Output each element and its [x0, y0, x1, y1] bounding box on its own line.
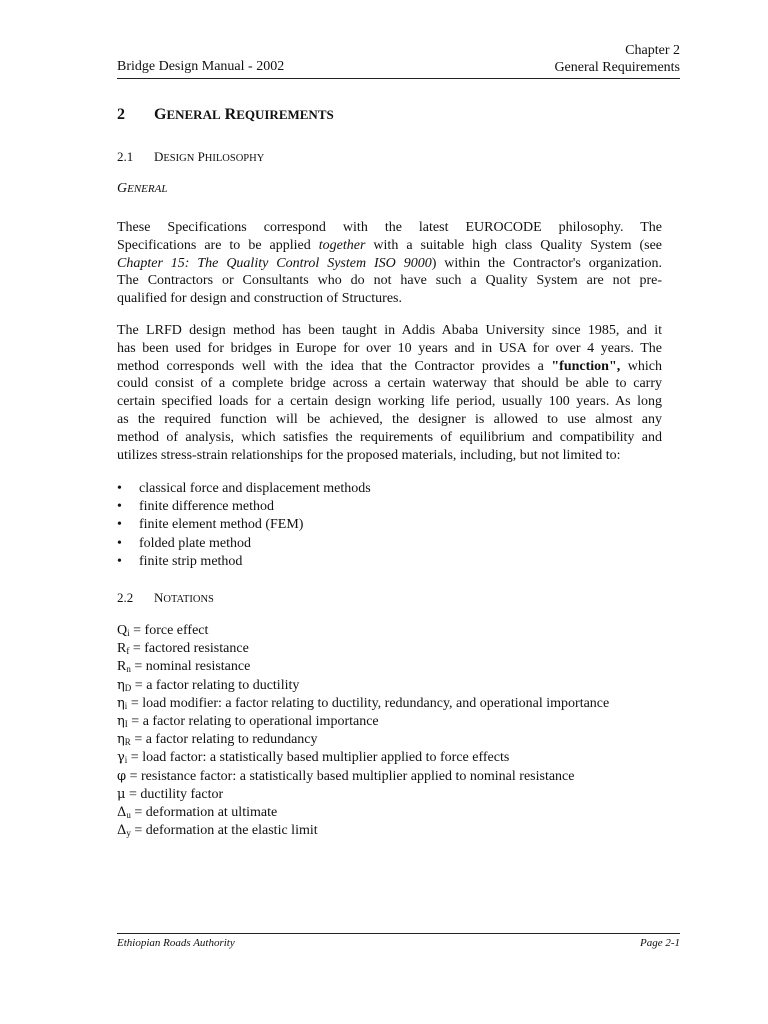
paragraph-line: qualified for design and construction of Structures. [117, 291, 402, 307]
notation-symbol: R [117, 641, 127, 657]
list-item: • finite element method (FEM) [117, 516, 371, 534]
notation-item [117, 622, 609, 640]
notation-symbol: γ [117, 750, 125, 766]
notation-definition: = factored resistance [129, 641, 249, 657]
notation-item [117, 713, 609, 731]
paragraph-lrfd [117, 322, 662, 464]
notation-symbol: μ [117, 786, 126, 802]
notation-definition: = a factor relating to operational importance [127, 713, 379, 729]
notation-subscript: f [126, 646, 130, 657]
notation-definition: = deformation at ultimate [130, 804, 278, 820]
notation-definition: = load modifier: a factor relating to ductility, redundancy, and operational importance [127, 695, 610, 711]
notation-subscript: I [124, 718, 128, 729]
subheading-part: ENERAL [127, 183, 168, 195]
paragraph-line [117, 237, 662, 255]
paragraph-line: as the required function will be achieved, the designer is allowed to use almost any [117, 411, 662, 427]
chapter-title-part: G [154, 106, 167, 123]
footer-page-number: Page 2-1 [639, 937, 680, 949]
paragraph-line [117, 255, 662, 273]
section-title-part: N [154, 590, 164, 605]
paragraph-line [117, 358, 662, 376]
chapter-title-part: R [220, 106, 237, 123]
paragraph-line: certain specified loads for a certain design working life period, usually 100 years. As long [117, 394, 662, 410]
subheading-part: G [117, 181, 128, 196]
notation-subscript: i [127, 628, 130, 638]
notation-symbol: R [117, 659, 127, 675]
paragraph-line: The LRFD design method has been taught in Addis Ababa University since 1985, and it [117, 323, 662, 338]
notation-item [117, 822, 609, 840]
paragraph-line: could consist of a complete bridge across a certain waterway that should be able to carry [117, 376, 662, 392]
header-chapter-info [554, 42, 680, 76]
chapter-title-part: EQUIREMENTS [236, 107, 334, 122]
chapter-15-reference: Chapter 15: The Quality Control System ISO 9000 [117, 255, 432, 271]
footer-organization: Ethiopian Roads Authority [117, 937, 235, 949]
analysis-methods-list [117, 480, 371, 571]
chapter-number: 2 [117, 106, 125, 123]
notation-subscript: R [124, 737, 131, 748]
text-run: Specifications are to be applied [117, 237, 319, 253]
notation-definition: = deformation at the elastic limit [130, 823, 318, 839]
notation-symbol: η [117, 713, 125, 729]
chapter-heading [117, 106, 334, 124]
notation-definition: = force effect [129, 623, 209, 638]
page-footer [117, 933, 680, 949]
text-run: method corresponds well with the idea that the Contractor provides a [117, 358, 552, 374]
header-chapter-number: Chapter 2 [625, 43, 680, 58]
notation-symbol: Δ [117, 823, 127, 839]
notation-definition: = resistance factor: a statistically based multiplier applied to nominal resistance [126, 768, 575, 784]
notation-item [117, 786, 609, 804]
notation-subscript: i [124, 700, 128, 711]
document-page [117, 0, 680, 1024]
header-chapter-title: General Requirements [554, 60, 680, 75]
notation-item [117, 695, 609, 713]
list-item: • finite strip method [117, 553, 371, 571]
notation-subscript: n [126, 664, 131, 675]
notation-definition: = a factor relating to ductility [131, 677, 300, 693]
list-item: • classical force and displacement methods [117, 480, 371, 498]
section-title-part: OTATIONS [163, 594, 214, 605]
section-title-part: P [194, 149, 205, 164]
list-item: • folded plate method [117, 535, 371, 553]
emphasis-function: "function", [551, 358, 621, 374]
paragraph-line: has been used for bridges in Europe for over 10 years and in USA for over 4 years. The [117, 340, 662, 356]
notation-symbol: φ [117, 768, 127, 784]
text-run: ) within the Contractor's organization. [431, 255, 662, 271]
notation-subscript: u [126, 809, 131, 820]
paragraph-line: These Specifications correspond with the latest EUROCODE philosophy. The [117, 220, 662, 235]
notation-symbol: η [117, 677, 125, 693]
section-number: 2.2 [117, 590, 134, 605]
header-manual-title: Bridge Design Manual - 2002 [117, 59, 285, 74]
section-title-part: D [154, 149, 164, 164]
section-title-part: ESIGN [163, 153, 195, 164]
notation-item [117, 804, 609, 822]
notation-item [117, 749, 609, 767]
notation-item [117, 640, 609, 658]
subheading-general [117, 181, 167, 197]
section-heading-notations [117, 590, 214, 606]
section-title-part: HILOSOPHY [204, 153, 265, 164]
notation-definition: = nominal resistance [130, 659, 251, 675]
emphasis-together: together [318, 237, 366, 253]
list-item: • finite difference method [117, 498, 371, 516]
notation-symbol: Q [117, 623, 128, 638]
notation-definition: = a factor relating to redundancy [130, 732, 318, 748]
notation-subscript: y [126, 828, 131, 839]
notation-item [117, 731, 609, 749]
notation-symbol: η [117, 695, 125, 711]
paragraph-eurocode [117, 219, 662, 308]
paragraph-line: method of analysis, which satisfies the requirements of equilibrium and compatibility and [117, 429, 662, 445]
notation-subscript: D [124, 682, 132, 693]
paragraph-line: The Contractors or Consultants who do not have such a Quality System are not pre- [117, 273, 662, 289]
notation-definition: = ductility factor [125, 786, 224, 802]
notation-definition: = load factor: a statistically based multiplier applied to force effects [127, 750, 510, 766]
section-number: 2.1 [117, 149, 134, 164]
page-header [117, 42, 680, 79]
notation-item [117, 658, 609, 676]
notation-symbol: η [117, 732, 125, 748]
notations-list [117, 622, 609, 840]
notation-subscript: i [124, 755, 128, 766]
paragraph-line: utilizes stress-strain relationships for the proposed materials, including, but not limited to: [117, 447, 621, 463]
chapter-title-part: ENERAL [166, 107, 221, 122]
notation-item [117, 677, 609, 695]
text-run: which [620, 358, 663, 374]
notation-symbol: Δ [117, 804, 127, 820]
notation-item [117, 768, 609, 786]
text-run: with a suitable high class Quality System (see [365, 237, 662, 253]
section-heading-design-philosophy [117, 149, 264, 165]
